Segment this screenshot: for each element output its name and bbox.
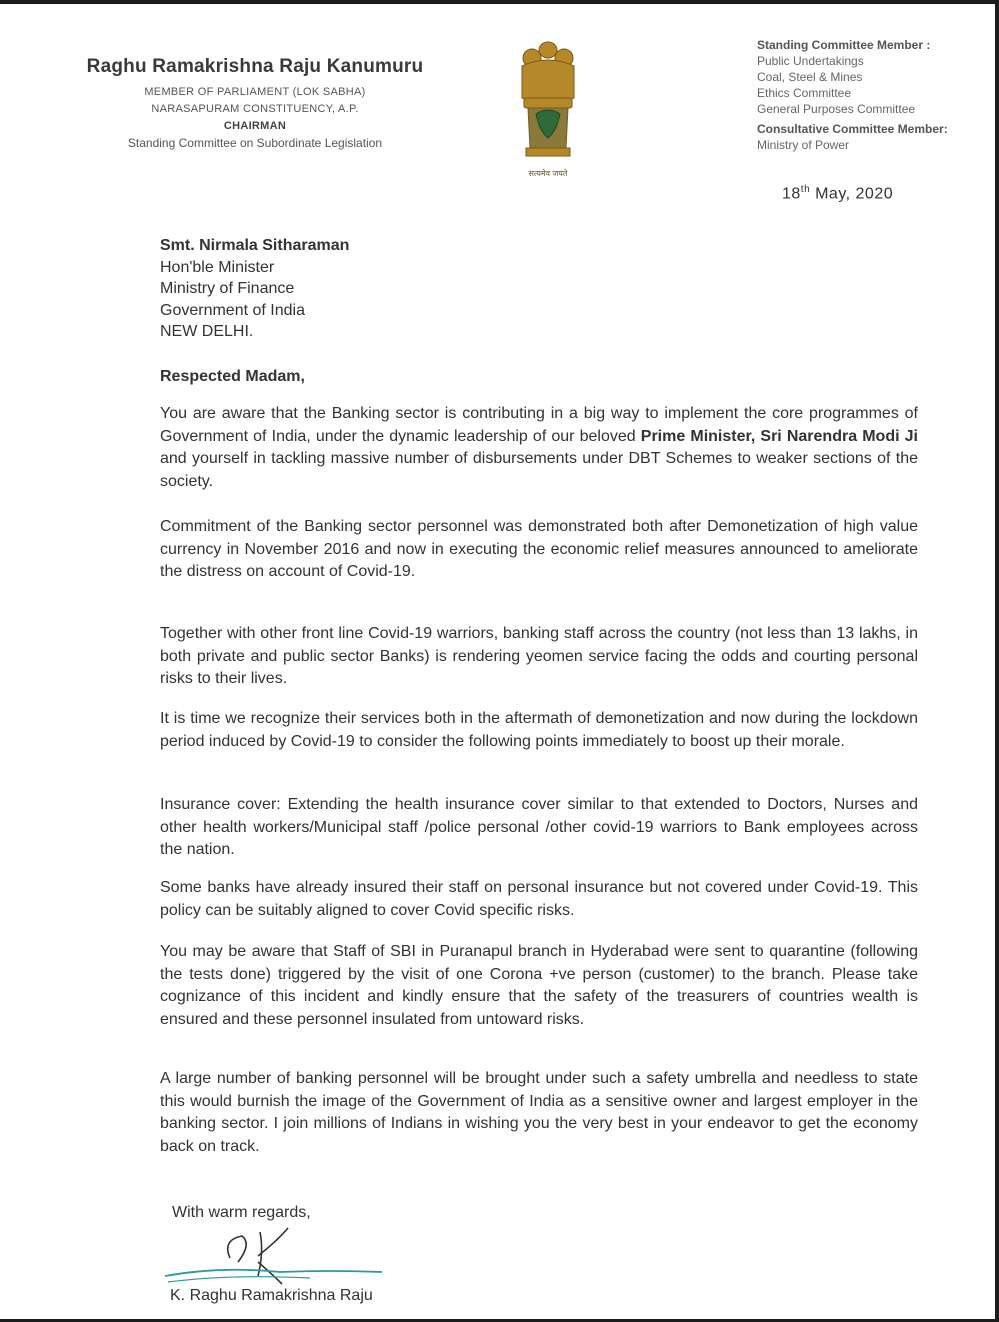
- ashoka-emblem-icon: [508, 36, 588, 182]
- committee-item: Ministry of Power: [757, 138, 850, 152]
- emblem-motto: सत्यमेव जयते: [528, 169, 568, 178]
- paragraph-8: A large number of banking personnel will be brought under such a safety umbrella and needless to state this would burnish the image of the Government of India as a sensitive owner and largest employer in the banking sector. I join millions of Indians in wishing you the very best in your endeavor to get the economy back on track.: [160, 1070, 918, 1155]
- paragraph-1-end: and yourself in tackling massive number of disbursements under DBT Schemes to weaker sections of the society.: [160, 450, 918, 490]
- date-day: 18: [782, 185, 801, 203]
- letter-date: [782, 184, 893, 203]
- recipient-city: NEW DELHI.: [160, 323, 254, 340]
- sender-committee: Standing Committee on Subordinate Legislation: [127, 136, 383, 150]
- signer-name: K. Raghu Ramakrishna Raju: [170, 1287, 373, 1304]
- consultative-committee-heading: Consultative Committee Member:: [757, 122, 948, 136]
- recipient-ministry: Ministry of Finance: [160, 280, 295, 297]
- sender-role: CHAIRMAN: [223, 120, 287, 132]
- committee-list: [757, 37, 999, 153]
- paragraph-2: Commitment of the Banking sector personnel was demonstrated both after Demonetization of high value currency in November 2016 and now in executing the economic relief measures announced to ameliorate the distress on account of Covid-19.: [160, 518, 918, 580]
- recipient-name: Smt. Nirmala Sitharaman: [160, 237, 350, 254]
- paragraph-6: Some banks have already insured their staff on personal insurance but not covered under Covid-19. This policy can be suitably aligned to cover Covid specific risks.: [160, 879, 918, 919]
- scan-border-right: [995, 0, 999, 1322]
- salutation: Respected Madam,: [160, 368, 305, 385]
- committee-item: General Purposes Committee: [757, 102, 916, 116]
- committee-item: Coal, Steel & Mines: [757, 70, 863, 84]
- handwritten-signature-icon: [160, 1222, 390, 1290]
- recipient-title: Hon'ble Minister: [160, 258, 275, 276]
- paragraph-1: [160, 403, 918, 493]
- paragraph-7: You may be aware that Staff of SBI in Puranapul branch in Hyderabad were sent to quarantine (following the tests done) triggered by the visit of one Corona +ve person (customer) to the branch. Please take cognizance of this incident and kindly ensure that the safety of the treasurers of countries wealth is ensured and these personnel insulated from untoward risks.: [160, 943, 918, 1028]
- recipient-government: Government of India: [160, 301, 305, 319]
- sender-block: [60, 56, 450, 152]
- paragraph-3: Together with other front line Covid-19 warriors, banking staff across the country (not less than 13 lakhs, in both private and public sector Banks) is rendering yeomen service facing the odds and courting personal risks to their lives.: [160, 625, 918, 687]
- closing: With warm regards,: [172, 1204, 311, 1221]
- sender-constituency: NARASAPURAM CONSTITUENCY, A.P.: [151, 103, 359, 115]
- date-rest: May, 2020: [810, 185, 894, 203]
- standing-committee-heading: Standing Committee Member :: [757, 38, 931, 52]
- paragraph-4: It is time we recognize their services both in the aftermath of demonetization and now during the lockdown period induced by Covid-19 to consider the following points immediately to boost up their morale.: [160, 710, 918, 750]
- sender-designation: MEMBER OF PARLIAMENT (LOK SABHA): [144, 86, 366, 98]
- paragraph-1-bold: Prime Minister, Sri Narendra Modi Ji: [640, 427, 918, 445]
- paragraph-1-start: You are aware that the Banking sector is contributing in a big way to implement the core programmes of Government of India, under the dynamic leadership of our beloved: [160, 405, 918, 445]
- sender-name: Raghu Ramakrishna Raju Kanumuru: [86, 56, 424, 77]
- recipient-address: [160, 235, 349, 343]
- date-suffix: th: [800, 184, 811, 195]
- committee-item: Public Undertakings: [757, 54, 864, 68]
- scan-border-top: [0, 0, 999, 4]
- paragraph-5: Insurance cover: Extending the health insurance cover similar to that extended to Doctors, Nurses and other health workers/Municipal staff /police personal /other covid-19 warriors to Bank employees across the nation.: [160, 796, 918, 858]
- committee-item: Ethics Committee: [757, 86, 852, 100]
